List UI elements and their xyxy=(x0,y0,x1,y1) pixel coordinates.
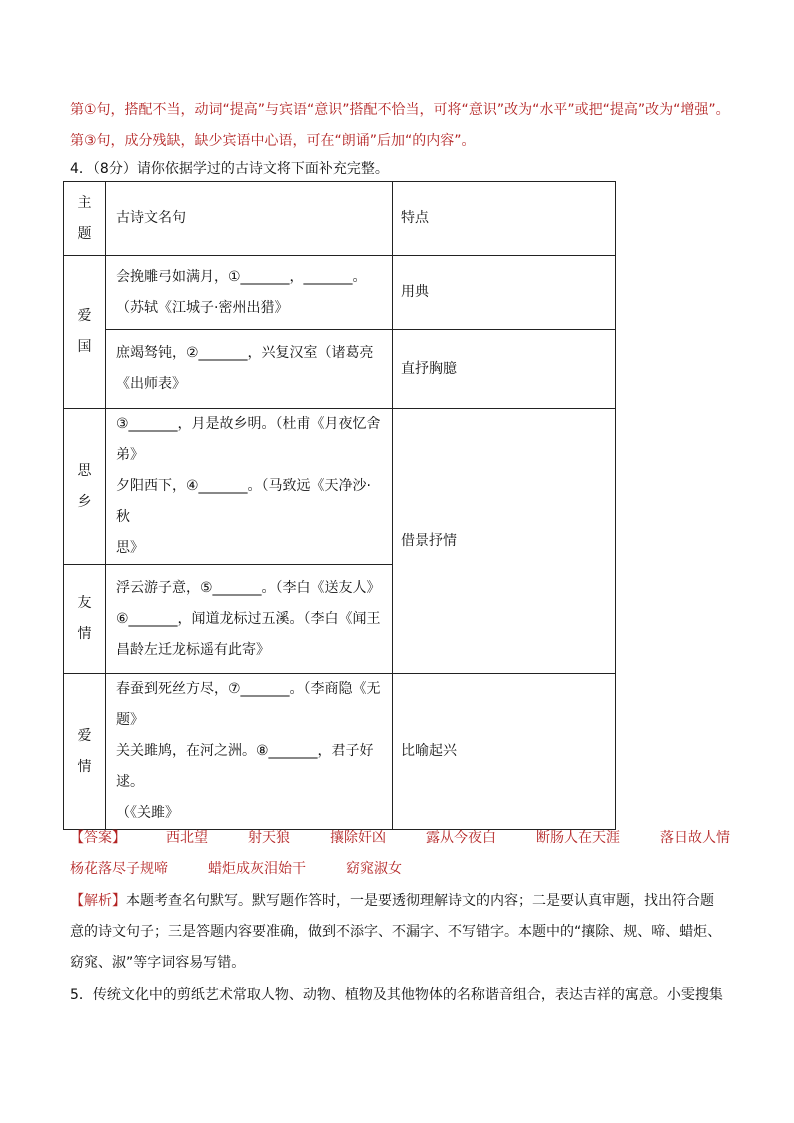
feature-cell: 直抒胸臆 xyxy=(393,330,616,409)
sentence-line: 会挽雕弓如满月，①_______，_______。 xyxy=(116,268,367,285)
table-row xyxy=(64,674,616,830)
theme-line: 乡 xyxy=(77,493,92,510)
feedback-line-2: 第③句，成分残缺，缺少宾语中心语，可在“朗诵”后加“的内容”。 xyxy=(70,133,476,149)
answer-item: 蜡炬成灰泪始干 xyxy=(208,861,306,877)
question-4: 4．（8分）请你依据学过的古诗文将下面补充完整。 xyxy=(70,161,389,177)
theme-love xyxy=(64,674,106,830)
table-row xyxy=(64,330,616,409)
theme-line: 思 xyxy=(77,462,92,479)
sentence-line: 《出师表》 xyxy=(116,376,186,392)
answer-item: 落日故人情 xyxy=(660,830,730,846)
answer-item: 杨花落尽子规啼 xyxy=(70,861,168,877)
answer-item: 露从今夜白 xyxy=(426,830,496,846)
feature-cell: 比喻起兴 xyxy=(393,674,616,830)
feature-cell: 借景抒情 xyxy=(393,409,616,674)
sentence-line: 春蚕到死丝方尽，⑦_______。（李商隐《无 xyxy=(116,681,381,697)
sentence-line: ⑥_______，闻道龙标过五溪。（李白《闻王 xyxy=(116,610,381,627)
sentence-line: 关关雎鸠，在河之洲。⑧_______，君子好逑。 xyxy=(116,743,374,790)
theme-line: 情 xyxy=(77,758,92,775)
answer-line-2 xyxy=(70,859,402,879)
table-row xyxy=(64,256,616,330)
question-5: 5．传统文化中的剪纸艺术常取人物、动物、植物及其他物体的名称谐音组合，表达吉祥的寓意。小雯搜集 xyxy=(70,987,723,1003)
sentence-line: 弟》 xyxy=(116,447,144,463)
sentence-line: （苏轼《江城子·密州出猎》 xyxy=(116,299,289,316)
answer-item: 射天狼 xyxy=(248,830,290,846)
header-sentence: 古诗文名句 xyxy=(106,182,393,256)
theme-line: 国 xyxy=(77,339,92,355)
feedback-line-1: 第①句，搭配不当，动词“提高”与宾语“意识”搭配不恰当，可将“意识”改为“水平”或把“提高”改为“增强”。 xyxy=(70,102,730,118)
sentence-line: 夕阳西下，④_______。（马致远《天净沙·秋 xyxy=(116,478,372,525)
answer-label: 【答案】 xyxy=(70,830,126,846)
header-theme-line1: 主 xyxy=(77,194,92,211)
sentence-line: （《关雎》 xyxy=(116,805,179,821)
theme-line: 爱 xyxy=(77,308,92,324)
feature-cell: 用典 xyxy=(393,256,616,330)
sentence-cell xyxy=(106,674,393,830)
answer-item: 攘除奸凶 xyxy=(330,830,386,846)
answer-line-1 xyxy=(70,828,730,848)
sentence-line: 昌龄左迁龙标遥有此寄》 xyxy=(116,641,270,658)
analysis-label: 【解析】 xyxy=(70,893,126,909)
table-row xyxy=(64,409,616,565)
analysis-line-2: 意的诗文句子；三是答题内容要准确，做到不添字、不漏字、不写错字。本题中的“攘除、规、啼、蜡炬、 xyxy=(70,924,722,940)
sentence-line: 题》 xyxy=(116,712,144,728)
theme-line: 爱 xyxy=(77,727,92,744)
theme-line: 友 xyxy=(77,595,92,611)
sentence-line: 思》 xyxy=(116,540,144,556)
answer-item: 西北望 xyxy=(166,830,208,846)
sentence-line: ③_______，月是故乡明。（杜甫《月夜忆舍 xyxy=(116,416,381,432)
sentence-cell xyxy=(106,409,393,565)
sentence-line: 庶竭驽钝，②_______，兴复汉室（诸葛亮 xyxy=(116,345,374,361)
answer-item: 断肠人在天涯 xyxy=(536,830,620,846)
sentence-line: 浮云游子意，⑤_______。（李白《送友人》 xyxy=(116,579,381,596)
analysis-text: 本题考查名句默写。默写题作答时，一是要透彻理解诗文的内容；二是要认真审题，找出符合题 xyxy=(126,893,714,909)
header-theme-line2: 题 xyxy=(77,225,92,242)
header-theme xyxy=(64,182,106,256)
poem-table xyxy=(63,181,616,830)
theme-patriotism xyxy=(64,256,106,409)
table-header-row xyxy=(64,182,616,256)
theme-line: 情 xyxy=(77,626,92,642)
theme-friendship xyxy=(64,565,106,674)
sentence-cell xyxy=(106,330,393,409)
analysis-line-3: 窈窕、淑”等字词容易写错。 xyxy=(70,955,246,971)
sentence-cell xyxy=(106,565,393,674)
answer-item: 窈窕淑女 xyxy=(346,861,402,877)
analysis-line-1 xyxy=(70,891,714,911)
theme-homesick xyxy=(64,409,106,565)
header-feature: 特点 xyxy=(393,182,616,256)
sentence-cell xyxy=(106,256,393,330)
